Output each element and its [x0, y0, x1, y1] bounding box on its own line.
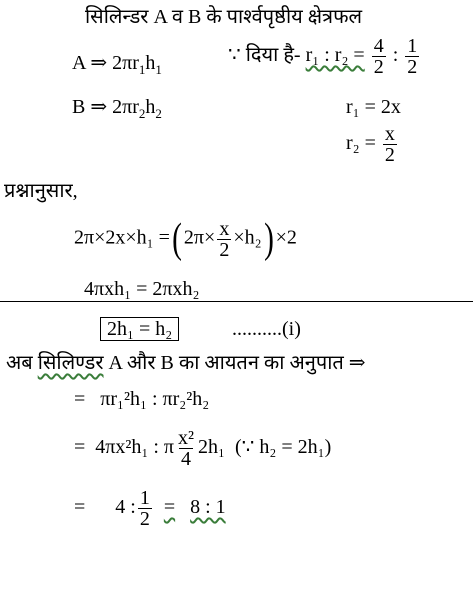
step-3: = 4 : $\frac{1}{2}$ = 8 : 1 — [74, 487, 226, 530]
fraction-4-2: $\frac{4}{2}$ — [373, 35, 384, 78]
equation-ref: ..........(i) — [232, 318, 301, 340]
equation-1: 2π×2x×h₁ =( 2π× $\frac{x}{2}$ ×h₂) ×2 — [74, 216, 297, 262]
r2-value: r₂ = $\frac{x}{2}$ — [346, 123, 395, 166]
because-icon: ∵ — [228, 44, 241, 67]
r1-value: r₁ = 2x — [346, 96, 401, 118]
according-label: प्रश्नानुसार, — [4, 180, 78, 202]
boxed-result: 2h₁ = h₂ — [100, 318, 179, 340]
volume-ratio-heading: अब सिलिण्डर A और B का आयतन का अनुपात ⇒ — [6, 352, 366, 374]
heading: सिलिन्डर A व B के पार्श्वपृष्ठीय क्षेत्रफल — [85, 6, 363, 28]
given-ratio: ∵ दिया है- r₁ : r₂ = $\frac{4}{2}$ : $\frac{1}{2}$ — [228, 35, 418, 78]
line-a: A ⇒ $2\pi r_1h_1$ — [72, 52, 162, 77]
fraction-1-2: $\frac{1}{2}$ — [407, 35, 418, 78]
step-1: = πr₁²h₁ : πr₂²h₂ — [74, 388, 210, 410]
line-b: B ⇒ $2\pi r_2h_2$ — [72, 96, 162, 121]
equation-2: 4πxh₁ = 2πxh₂ — [84, 278, 200, 300]
step-2: = 4πx²h₁ : π $\frac{\text{x²}}{4}$ 2h₁ (∵ h₂ = 2h₁) — [74, 427, 332, 470]
divider — [0, 301, 473, 302]
